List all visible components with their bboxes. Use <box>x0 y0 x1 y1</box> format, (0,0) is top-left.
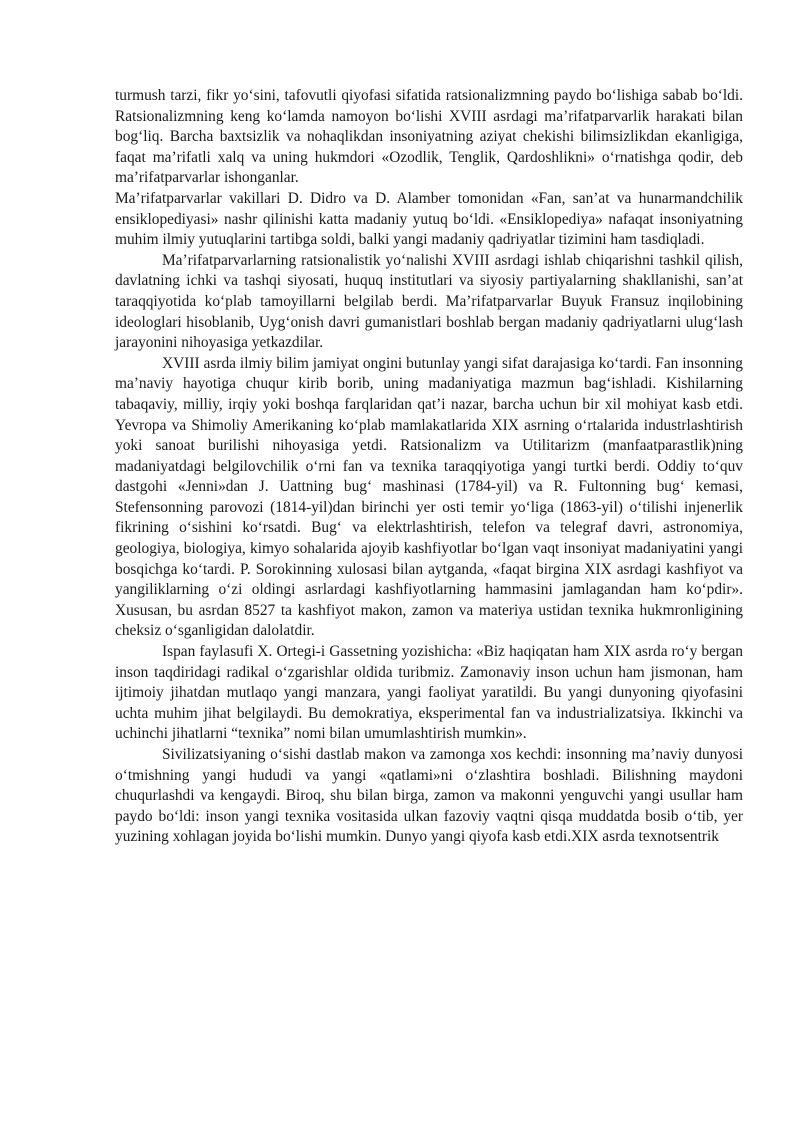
paragraph-4: XVIII asrda ilmiy bilim jamiyat ongini butunlay yangi sifat darajasiga ko‘tardi. Fan insonning ma’naviy hayotiga chuqur kirib borib, uning madaniyatiga mazmun bag‘ishladi. Kishilarning tabaqaviy, milliy, irqiy yoki boshqa farqlaridan qat’i nazar, barcha uchun bir xil mohiyat kasb etdi. Yevropa va Shimoliy Amerikaning ko‘plab mamlakatlarida XIX asrning o‘rtalarida industrlashtirish yoki sanoat burilishi nihoyasiga yetdi. Ratsionalizm va Utilitarizm (manfaatparastlik)ning madaniyatdagi belgilovchilik o‘rni fan va texnika taraqqiyotiga yangi turtki berdi. Oddiy to‘quv dastgohi «Jenni»dan J. Uattning bug‘ mashinasi (1784-yil) va R. Fultonning bug‘ kemasi, Stefensonning parovozi (1814-yil)dan birinchi yer osti temir yo‘liga (1863-yil) o‘tilishi injenerlik fikrining o‘sishini ko‘rsatdi. Bug‘ va elektrlashtirish, telefon va telegraf davri, astronomiya, geologiya, biologiya, kimyo sohalarida ajoyib kashfiyotlar bo‘lgan vaqt insoniyat madaniyatini yangi bosqichga ko‘tardi. P. Sorokinning xulosasi bilan aytganda, «faqat birgina XIX asrdagi kashfiyot va yangiliklarning o‘zi oldingi asrlardagi kashfiyotlarning hammasini jamlagandan ham ko‘pdir». Xususan, bu asrdan 8527 ta kashfiyot makon, zamon va materiya ustidan texnika hukmronligining cheksiz o‘sganligidan dalolatdir. <box>115 354 743 640</box>
paragraph-2: Ma’rifatparvarlar vakillari D. Didro va D. Alamber tomonidan «Fan, san’at va hunarmandchilik ensiklopediyasi» nashr qilinishi katta madaniy yutuq bo‘ldi. «Ensiklopediya» nafaqat insoniyatning muhim ilmiy yutuqlarini tartibga soldi, balki yangi madaniy qadriyatlar tizimini ham tasdiqladi. <box>115 189 743 249</box>
document-page <box>115 86 743 848</box>
paragraph-3: Ma’rifatparvarlarning ratsionalistik yo‘nalishi XVIII asrdagi ishlab chiqarishni tashkil qilish, davlatning ichki va tashqi siyosati, huquq institutlari va siyosiy partiyalarning shakllanishi, san’at taraqqiyotida ko‘plab tamoyillarni belgilab berdi. Ma’rifatparvarlar Buyuk Fransuz inqilobining ideologlari hisoblanib, Uyg‘onish davri gumanistlari boshlab bergan madaniy qadriyatlarni ulug‘lash jarayonini nihoyasiga yetkazdilar. <box>115 251 743 352</box>
paragraph-1: turmush tarzi, fikr yo‘sini, tafovutli qiyofasi sifatida ratsionalizmning paydo bo‘lishiga sabab bo‘ldi. Ratsionalizmning keng ko‘lamda namoyon bo‘lishi XVIII asrdagi ma’rifatparvarlik harakati bilan bog‘liq. Barcha baxtsizlik va nohaqlikdan insoniyatning aziyat chekishi bilimsizlikdan ekanligiga, faqat ma’rifatli xalq va uning hukmdori «Ozodlik, Tenglik, Qardoshlikni» o‘rnatishga qodir, deb ma’rifatparvarlar ishonganlar. <box>115 87 743 187</box>
paragraph-5: Ispan faylasufi X. Ortegi-i Gassetning yozishicha: «Biz haqiqatan ham XIX asrda ro‘y bergan inson taqdiridagi radikal o‘zgarishlar oldida turibmiz. Zamonaviy inson uchun ham jismonan, ham ijtimoiy jihatdan mutlaqo yangi manzara, yangi faoliyat yaratildi. Bu yangi dunyoning qiyofasini uchta muhim jihat belgilaydi. Bu demokratiya, eksperimental fan va industrializatsiya. Ikkinchi va uchinchi jihatlarni “texnika” nomi bilan umumlashtirish mumkin». <box>115 643 743 743</box>
paragraph-6: Sivilizatsiyaning o‘sishi dastlab makon va zamonga xos kechdi: insonning ma’naviy dunyosi o‘tmishning yangi hududi va yangi «qatlami»ni o‘zlashtira boshladi. Bilishning maydoni chuqurlashdi va kengaydi. Biroq, shu bilan birga, zamon va makonni yenguvchi yangi usullar ham paydo bo‘ldi: inson yangi texnika vositasida ulkan fazoviy vaqtni qisqa muddatda bosib o‘tib, yer yuzining xohlagan joyida bo‘lishi mumkin. Dunyo yangi qiyofa kasb etdi.XIX asrda texnotsentrik <box>115 746 743 846</box>
